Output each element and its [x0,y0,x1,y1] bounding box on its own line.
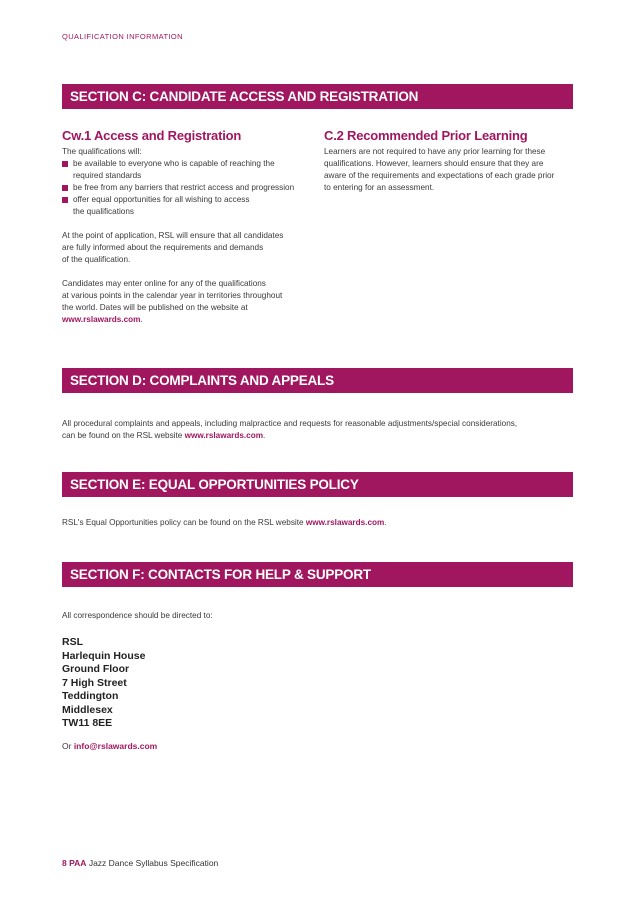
address-line: Teddington [62,690,119,702]
website-link[interactable]: www.rslawards.com [305,518,385,527]
footer-title: Jazz Dance Syllabus Specification [88,858,219,868]
qualification-bullets [62,158,312,218]
running-header: QUALIFICATION INFORMATION [62,32,183,41]
access-registration-heading: Cw.1 Access and Registration [62,128,242,143]
section-d-title: SECTION D: COMPLAINTS AND APPEALS [62,368,573,393]
section-f-title: SECTION F: CONTACTS FOR HELP & SUPPORT [62,562,573,587]
prior-learning-body: Learners are not required to have any prior learning for these qualifications. However, learners should ensure that they are aware of the requirements and expectations of each grade prior to entering for an assessment. [324,147,555,192]
address-line: Harlequin House [62,649,146,662]
equal-opportunities-body: RSL's Equal Opportunities policy can be found on the RSL website www.rslawards.com. [62,518,387,527]
website-link[interactable]: www.rslawards.com [62,315,141,324]
section-c-title: SECTION C: CANDIDATE ACCESS AND REGISTRATION [62,84,573,109]
intro-text: The qualifications will: [62,147,142,156]
footer-brand: PAA [69,858,87,868]
address-line: Ground Floor [62,663,130,675]
access-registration-body [62,146,312,326]
application-paragraph: At the point of application, RSL will ensure that all candidates are fully informed about the requirements and demands of the qualification. [62,231,284,264]
bullet-item: be free from any barriers that restrict access and progression [62,182,312,194]
prior-learning-heading: C.2 Recommended Prior Learning [324,128,528,143]
website-link[interactable]: www.rslawards.com [184,431,264,440]
email-link[interactable]: info@rslawards.com [73,741,158,751]
page-number: 8 [62,858,67,868]
bullet-item: be available to everyone who is capable of reaching the required standards [62,158,312,182]
address-line: RSL [62,636,83,648]
complaints-body: All procedural complaints and appeals, including malpractice and requests for reasonable adjustments/special considerations, can be found on the RSL website www.rslawards.com. [62,419,518,440]
address-line: TW11 8EE [62,717,113,729]
bullet-item: offer equal opportunities for all wishing to access the qualifications [62,194,312,218]
online-entry-paragraph: Candidates may enter online for any of the qualifications at various points in the calendar year in territories throughout the world. Dates will be published on the website at www.rslawards.com. [62,279,283,324]
section-e-title: SECTION E: EQUAL OPPORTUNITIES POLICY [62,472,573,497]
postal-address [62,636,145,731]
address-line: 7 High Street [62,676,127,689]
page-footer [62,858,218,868]
email-contact: Or info@rslawards.com [62,741,158,751]
address-line: Middlesex [62,703,113,716]
correspondence-intro: All correspondence should be directed to: [62,611,213,620]
